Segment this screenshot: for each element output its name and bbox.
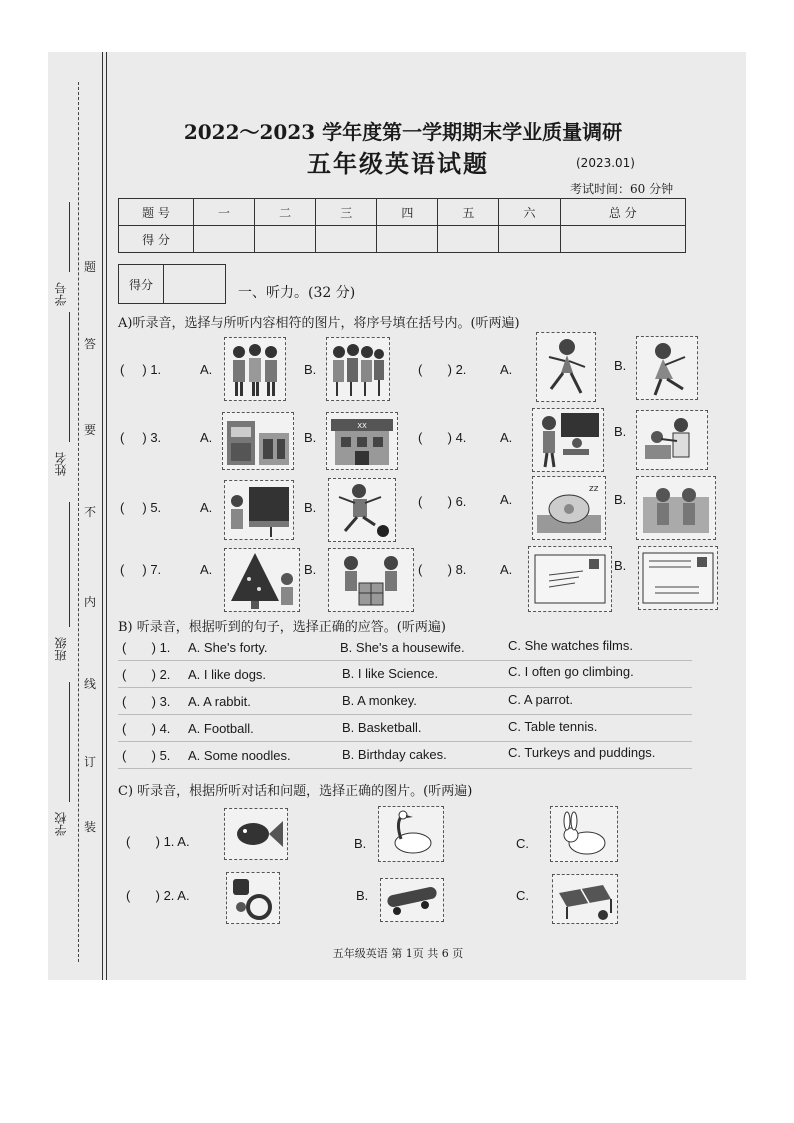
answer-option: C. She watches films. bbox=[508, 638, 633, 653]
option-label: B. bbox=[304, 362, 317, 377]
answer-bracket[interactable]: ( ) 2. bbox=[418, 362, 467, 377]
question-number: ) 7. bbox=[142, 562, 162, 577]
children-group-picture[interactable] bbox=[224, 337, 286, 401]
svg-text:XX: XX bbox=[357, 422, 367, 430]
answer-bracket[interactable]: ( ) 2. A. bbox=[126, 888, 190, 903]
score-input-cell[interactable] bbox=[194, 226, 255, 253]
score-table-cell: 六 bbox=[499, 199, 560, 226]
question-number: ) 1. bbox=[142, 362, 162, 377]
score-table bbox=[118, 198, 686, 253]
kitchen-picture[interactable] bbox=[222, 412, 294, 470]
name-underline bbox=[69, 312, 70, 442]
svg-text:zz: zz bbox=[589, 484, 599, 494]
score-table-cell: 三 bbox=[316, 199, 377, 226]
option-label: B. bbox=[614, 424, 627, 439]
answer-option: B. A monkey. bbox=[342, 693, 417, 708]
seal-char: 答 bbox=[84, 334, 96, 353]
answer-bracket[interactable]: ( ) 3. bbox=[120, 430, 162, 445]
seal-char: 内 bbox=[84, 592, 96, 611]
rabbit-picture[interactable] bbox=[550, 806, 618, 862]
answer-option: C. Table tennis. bbox=[508, 719, 598, 734]
section-score-input[interactable] bbox=[164, 265, 225, 303]
answer-bracket[interactable]: ( ) 3. bbox=[122, 694, 171, 709]
option-label: C. bbox=[516, 888, 529, 903]
question-number: ) 5. bbox=[151, 748, 171, 763]
option-label: B. bbox=[614, 492, 627, 507]
option-label: B. bbox=[304, 500, 317, 515]
option-label: A. bbox=[500, 430, 513, 445]
row-line bbox=[118, 660, 692, 661]
exam-title: 2022～2023 学年度第一学期期末学业质量调研 bbox=[183, 120, 623, 144]
answer-bracket[interactable]: ( ) 2. bbox=[122, 667, 171, 682]
score-input-cell[interactable] bbox=[377, 226, 438, 253]
exam-date: (2023.01) bbox=[576, 156, 635, 170]
score-table-cell: 题 号 bbox=[119, 199, 194, 226]
answer-bracket[interactable]: ( ) 4. bbox=[418, 430, 467, 445]
name-label: 姓名 bbox=[54, 452, 68, 476]
option-label: A. bbox=[200, 430, 213, 445]
binding-dash-line bbox=[78, 82, 79, 962]
seal-char: 要 bbox=[84, 420, 96, 439]
section-title: 一、听力。(32 分) bbox=[238, 285, 356, 301]
score-input-cell[interactable] bbox=[499, 226, 560, 253]
answer-bracket[interactable]: ( ) 1. bbox=[120, 362, 162, 377]
option-label: B. bbox=[356, 888, 369, 903]
seal-char: 线 bbox=[84, 674, 96, 693]
score-table-cell: 得 分 bbox=[119, 226, 194, 253]
food-factory-picture[interactable] bbox=[326, 412, 398, 470]
binding-line bbox=[102, 52, 103, 980]
swimming-picture[interactable] bbox=[226, 872, 280, 924]
binding-line bbox=[106, 52, 107, 980]
answer-bracket[interactable]: ( ) 6. bbox=[418, 494, 467, 509]
class-underline bbox=[69, 502, 70, 627]
option-label: B. bbox=[304, 430, 317, 445]
answer-option: B. Basketball. bbox=[342, 720, 422, 735]
page-footer: 五年级英语 第 1页 共 6 页 bbox=[332, 947, 464, 960]
doctor-picture[interactable] bbox=[636, 410, 708, 470]
goldfish-picture[interactable] bbox=[224, 808, 288, 860]
school-underline bbox=[69, 682, 70, 802]
row-line bbox=[118, 714, 692, 715]
seal-char: 不 bbox=[84, 502, 96, 521]
score-table-cell: 五 bbox=[438, 199, 499, 226]
question-number: ) 2. bbox=[151, 667, 171, 682]
option-label: C. bbox=[516, 836, 529, 851]
answer-bracket[interactable]: ( ) 4. bbox=[122, 721, 171, 736]
teacher-picture[interactable] bbox=[532, 408, 604, 472]
score-table-header-row bbox=[119, 199, 686, 226]
student-no-label: 学号 bbox=[54, 282, 68, 306]
part-a-instruction: A)听录音，选择与所听内容相符的图片，将序号填在括号内。(听两遍) bbox=[118, 316, 520, 331]
option-label: B. bbox=[614, 358, 627, 373]
score-table-cell: 二 bbox=[255, 199, 316, 226]
grandparents-picture[interactable] bbox=[636, 476, 716, 540]
score-input-cell[interactable] bbox=[560, 226, 685, 253]
answer-option: C. I often go climbing. bbox=[508, 664, 634, 679]
score-table-score-row bbox=[119, 226, 686, 253]
answer-option: A. Some noodles. bbox=[188, 748, 291, 763]
option-label: A. bbox=[200, 562, 213, 577]
dancing-girl-picture[interactable] bbox=[636, 336, 698, 400]
seal-char: 订 bbox=[84, 752, 96, 771]
exam-sheet bbox=[48, 52, 746, 980]
answer-option: A. I like dogs. bbox=[188, 667, 267, 682]
question-number: ) 2. A. bbox=[155, 888, 190, 903]
option-label: A. bbox=[500, 492, 513, 507]
answer-option: B. She's a housewife. bbox=[340, 640, 465, 655]
score-input-cell[interactable] bbox=[255, 226, 316, 253]
seal-char: 装 bbox=[84, 817, 96, 836]
question-number: ) 3. bbox=[142, 430, 162, 445]
section-score-label: 得分 bbox=[119, 265, 164, 303]
student-no-underline bbox=[69, 202, 70, 272]
score-input-cell[interactable] bbox=[316, 226, 377, 253]
option-label: A. bbox=[500, 362, 513, 377]
answer-bracket[interactable]: ( ) 5. bbox=[122, 748, 171, 763]
part-b-instruction: B) 听录音，根据听到的句子，选择正确的应答。(听两遍) bbox=[118, 620, 446, 635]
goose-picture[interactable] bbox=[378, 806, 444, 862]
postcard-picture[interactable] bbox=[638, 546, 718, 610]
answer-bracket[interactable]: ( ) 1. bbox=[122, 640, 171, 655]
score-table-cell: 总 分 bbox=[560, 199, 685, 226]
class-label: 班级 bbox=[54, 637, 68, 661]
answer-bracket[interactable]: ( ) 8. bbox=[418, 562, 467, 577]
question-number: ) 1. A. bbox=[155, 834, 190, 849]
question-number: ) 1. bbox=[151, 640, 171, 655]
answer-option: C. Turkeys and puddings. bbox=[508, 745, 656, 760]
score-input-cell[interactable] bbox=[438, 226, 499, 253]
question-number: ) 3. bbox=[151, 694, 171, 709]
row-line bbox=[118, 768, 692, 769]
option-label: B. bbox=[354, 836, 367, 851]
answer-option: A. She's forty. bbox=[188, 640, 268, 655]
piano-picture[interactable] bbox=[224, 480, 294, 540]
christmas-tree-picture[interactable] bbox=[224, 548, 300, 612]
answer-option: B. I like Science. bbox=[342, 666, 439, 681]
option-label: A. bbox=[500, 562, 513, 577]
answer-option: C. A parrot. bbox=[508, 692, 574, 707]
skateboard-picture[interactable] bbox=[380, 878, 444, 922]
score-table-cell: 四 bbox=[377, 199, 438, 226]
envelope-picture[interactable] bbox=[528, 546, 612, 612]
sleeping-pig-picture[interactable] bbox=[532, 476, 606, 540]
option-label: B. bbox=[304, 562, 317, 577]
presents-picture[interactable] bbox=[328, 548, 414, 612]
question-number: ) 4. bbox=[447, 430, 467, 445]
running-girl-picture[interactable] bbox=[536, 332, 596, 402]
school-label: 学校 bbox=[54, 812, 68, 836]
question-number: ) 4. bbox=[151, 721, 171, 736]
question-number: ) 5. bbox=[142, 500, 162, 515]
row-line bbox=[118, 741, 692, 742]
table-tennis-picture[interactable] bbox=[552, 874, 618, 924]
answer-bracket[interactable]: ( ) 7. bbox=[120, 562, 162, 577]
answer-bracket[interactable]: ( ) 1. A. bbox=[126, 834, 190, 849]
answer-option: A. A rabbit. bbox=[188, 694, 251, 709]
row-line bbox=[118, 687, 692, 688]
binding-margin bbox=[48, 52, 110, 980]
option-label: A. bbox=[200, 362, 213, 377]
answer-option: A. Football. bbox=[188, 721, 254, 736]
option-label: B. bbox=[614, 558, 627, 573]
section-score-box bbox=[118, 264, 226, 304]
question-number: ) 6. bbox=[447, 494, 467, 509]
answer-option: B. Birthday cakes. bbox=[342, 747, 447, 762]
part-c-instruction: C) 听录音，根据所听对话和问题，选择正确的图片。(听两遍) bbox=[118, 784, 473, 799]
time-limit: 考试时间：60 分钟 bbox=[570, 182, 674, 196]
exam-subtitle: 五年级英语试题 bbox=[307, 149, 489, 178]
question-number: ) 8. bbox=[447, 562, 467, 577]
score-table-cell: 一 bbox=[194, 199, 255, 226]
children-group-picture[interactable] bbox=[326, 337, 390, 401]
answer-bracket[interactable]: ( ) 5. bbox=[120, 500, 162, 515]
option-label: A. bbox=[200, 500, 213, 515]
question-number: ) 2. bbox=[447, 362, 467, 377]
football-player-picture[interactable] bbox=[328, 478, 396, 542]
seal-char: 题 bbox=[84, 257, 96, 276]
